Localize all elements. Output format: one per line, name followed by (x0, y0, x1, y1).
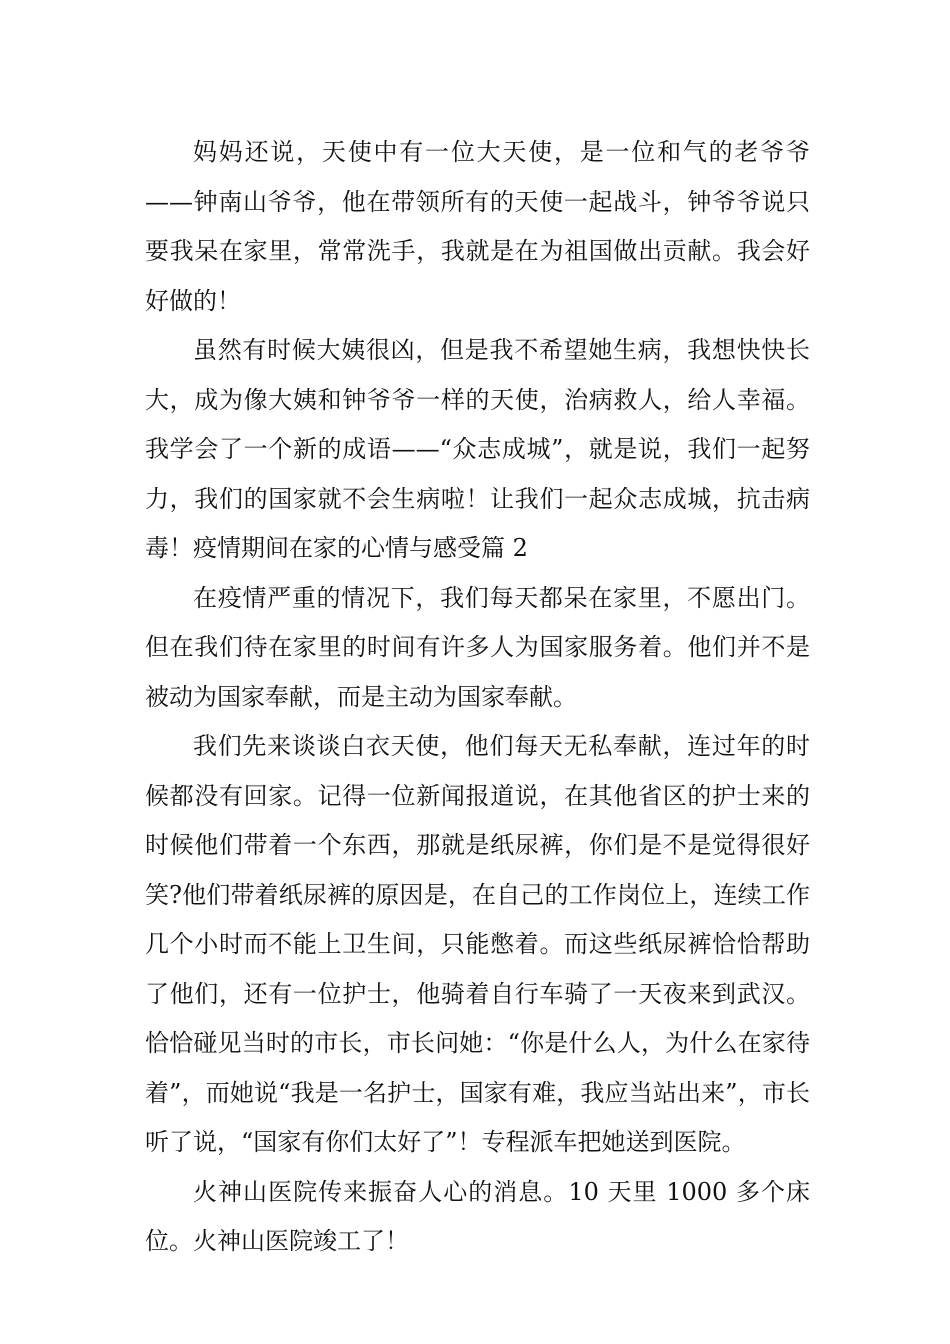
paragraph-5: 火神山医院传来振奋人心的消息。10 天里 1000 多个床位。火神山医院竣工了！ (145, 1177, 810, 1255)
paragraph-2: 虽然有时候大姨很凶，但是我不希望她生病，我想快快长大，成为像大姨和钟爷爷一样的天使，治病救人，给人幸福。我学会了一个新的成语——“众志成城”，就是说，我们一起努力，我们的国家就不会生病啦！让我们一起众志成城，抗击病毒！疫情期间在家的心情与感受篇 2 (145, 336, 810, 562)
paragraph-3: 在疫情严重的情况下，我们每天都呆在家里，不愿出门。但在我们待在家里的时间有许多人为国家服务着。他们并不是被动为国家奉献，而是主动为国家奉献。 (145, 583, 810, 711)
paragraph-1: 妈妈还说，天使中有一位大天使，是一位和气的老爷爷——钟南山爷爷，他在带领所有的天使一起战斗，钟爷爷说只要我呆在家里，常常洗手，我就是在为祖国做出贡献。我会好好做的！ (145, 138, 810, 315)
paragraph-4: 我们先来谈谈白衣天使，他们每天无私奉献，连过年的时候都没有回家。记得一位新闻报道说，在其他省区的护士来的时候他们带着一个东西，那就是纸尿裤，你们是不是觉得很好笑?他们带着纸尿裤的原因是，在自己的工作岗位上，连续工作几个小时而不能上卫生间，只能憋着。而这些纸尿裤恰恰帮助了他们，还有一位护士，他骑着自行车骑了一天夜来到武汉。恰恰碰见当时的市长，市长问她：“你是什么人，为什么在家待着”，而她说“我是一名护士，国家有难，我应当站出来”，市长听了说，“国家有你们太好了”！专程派车把她送到医院。 (145, 732, 810, 1156)
document-body (145, 128, 810, 1267)
